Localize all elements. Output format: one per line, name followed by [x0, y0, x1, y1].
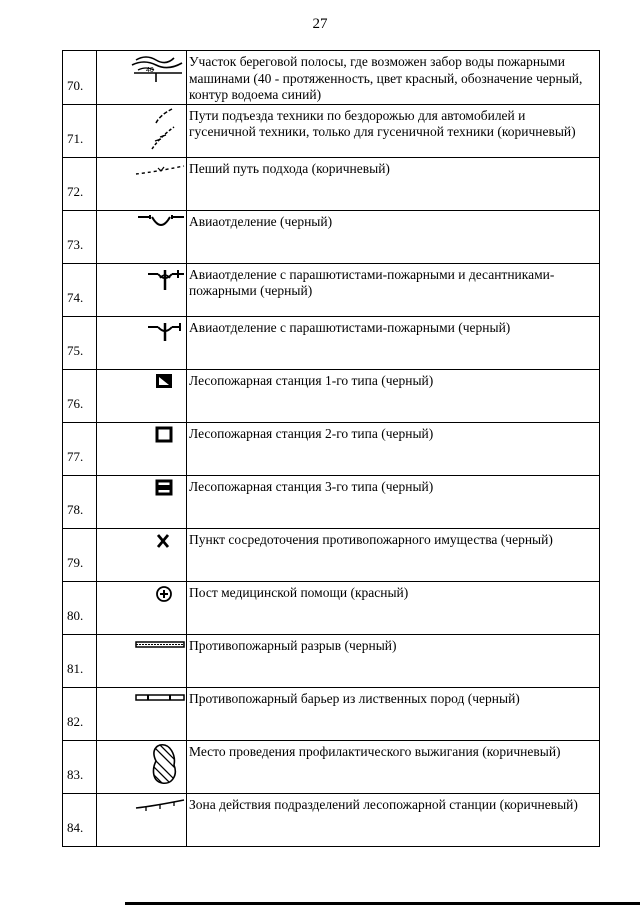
- water-intake-shore-icon: [126, 51, 186, 85]
- row-number: 73.: [63, 210, 97, 263]
- aviation-unit-icon: [136, 211, 186, 233]
- row-description: Пеший путь подхода (коричневый): [187, 157, 600, 210]
- symbol-cell: [97, 369, 187, 422]
- page-number: 27: [312, 16, 328, 32]
- symbol-cell: [97, 634, 187, 687]
- table-row: [63, 687, 600, 740]
- row-number: 84.: [63, 793, 97, 846]
- table-row: [63, 263, 600, 316]
- symbol-cell: [97, 263, 187, 316]
- prescribed-burning-area-icon: [146, 741, 186, 787]
- row-description: Пункт сосредоточения противопожарного имущества (черный): [187, 528, 600, 581]
- medical-post-icon: [152, 582, 186, 608]
- row-description: Место проведения профилактического выжигания (коричневый): [187, 740, 600, 793]
- row-description: Участок береговой полосы, где возможен забор воды пожарными машинами (40 - протяженность, цвет красный, обозначение черный, контур водоема синий): [187, 51, 600, 105]
- row-description: Лесопожарная станция 1-го типа (черный): [187, 369, 600, 422]
- table-row: [63, 740, 600, 793]
- table-row: [63, 581, 600, 634]
- table-row: [63, 104, 600, 157]
- table-row: [63, 316, 600, 369]
- fire-station-type2-icon: [152, 423, 186, 447]
- row-number: 78.: [63, 475, 97, 528]
- table-row: [63, 369, 600, 422]
- legend-table: [62, 50, 600, 847]
- row-description: Противопожарный разрыв (черный): [187, 634, 600, 687]
- row-description: Авиаотделение с парашютистами-пожарными и десантниками-пожарными (черный): [187, 263, 600, 316]
- row-number: 71.: [63, 104, 97, 157]
- row-number: 72.: [63, 157, 97, 210]
- row-number: 79.: [63, 528, 97, 581]
- row-number: 83.: [63, 740, 97, 793]
- table-row: [63, 793, 600, 846]
- symbol-cell: [97, 687, 187, 740]
- symbol-cell: [97, 51, 187, 105]
- fire-break-icon: [134, 635, 186, 657]
- row-description: Авиаотделение с парашютистами-пожарными (черный): [187, 316, 600, 369]
- symbol-cell: [97, 157, 187, 210]
- table-row: [63, 528, 600, 581]
- symbol-cell: [97, 210, 187, 263]
- row-description: Лесопожарная станция 3-го типа (черный): [187, 475, 600, 528]
- row-number: 75.: [63, 316, 97, 369]
- foot-path-icon: [134, 158, 186, 180]
- fire-station-type3-icon: [152, 476, 186, 500]
- row-number: 70.: [63, 51, 97, 105]
- row-number: 82.: [63, 687, 97, 740]
- row-description: Зона действия подразделений лесопожарной станции (коричневый): [187, 793, 600, 846]
- symbol-cell: [97, 475, 187, 528]
- equipment-concentration-point-icon: [152, 529, 186, 555]
- symbol-cell: [97, 740, 187, 793]
- fire-station-type1-icon: [152, 370, 186, 394]
- row-description: Противопожарный барьер из лиственных пород (черный): [187, 687, 600, 740]
- symbol-cell: [97, 104, 187, 157]
- row-description: Авиаотделение (черный): [187, 210, 600, 263]
- row-number: 81.: [63, 634, 97, 687]
- row-description: Пост медицинской помощи (красный): [187, 581, 600, 634]
- symbol-cell: [97, 316, 187, 369]
- symbol-cell: [97, 581, 187, 634]
- offroad-access-route-icon: [146, 105, 186, 155]
- table-row: [63, 157, 600, 210]
- row-description: Лесопожарная станция 2-го типа (черный): [187, 422, 600, 475]
- row-number: 74.: [63, 263, 97, 316]
- deciduous-fire-barrier-icon: [134, 688, 186, 710]
- table-row: [63, 475, 600, 528]
- table-row: [63, 210, 600, 263]
- table-row: [63, 634, 600, 687]
- row-description: Пути подъезда техники по бездорожью для автомобилей и гусеничной техники, только для гусеничной техники (коричневый): [187, 104, 600, 157]
- symbol-cell: [97, 793, 187, 846]
- symbol-cell: [97, 528, 187, 581]
- table-row: [63, 51, 600, 105]
- symbol-cell: [97, 422, 187, 475]
- row-number: 77.: [63, 422, 97, 475]
- aviation-paratroopers-icon: [144, 317, 186, 347]
- row-number: 80.: [63, 581, 97, 634]
- table-row: [63, 422, 600, 475]
- row-number: 76.: [63, 369, 97, 422]
- fire-station-coverage-zone-icon: [134, 794, 186, 816]
- aviation-paratroopers-landing-icon: [144, 264, 186, 294]
- symbol-label-40: 40: [146, 67, 154, 74]
